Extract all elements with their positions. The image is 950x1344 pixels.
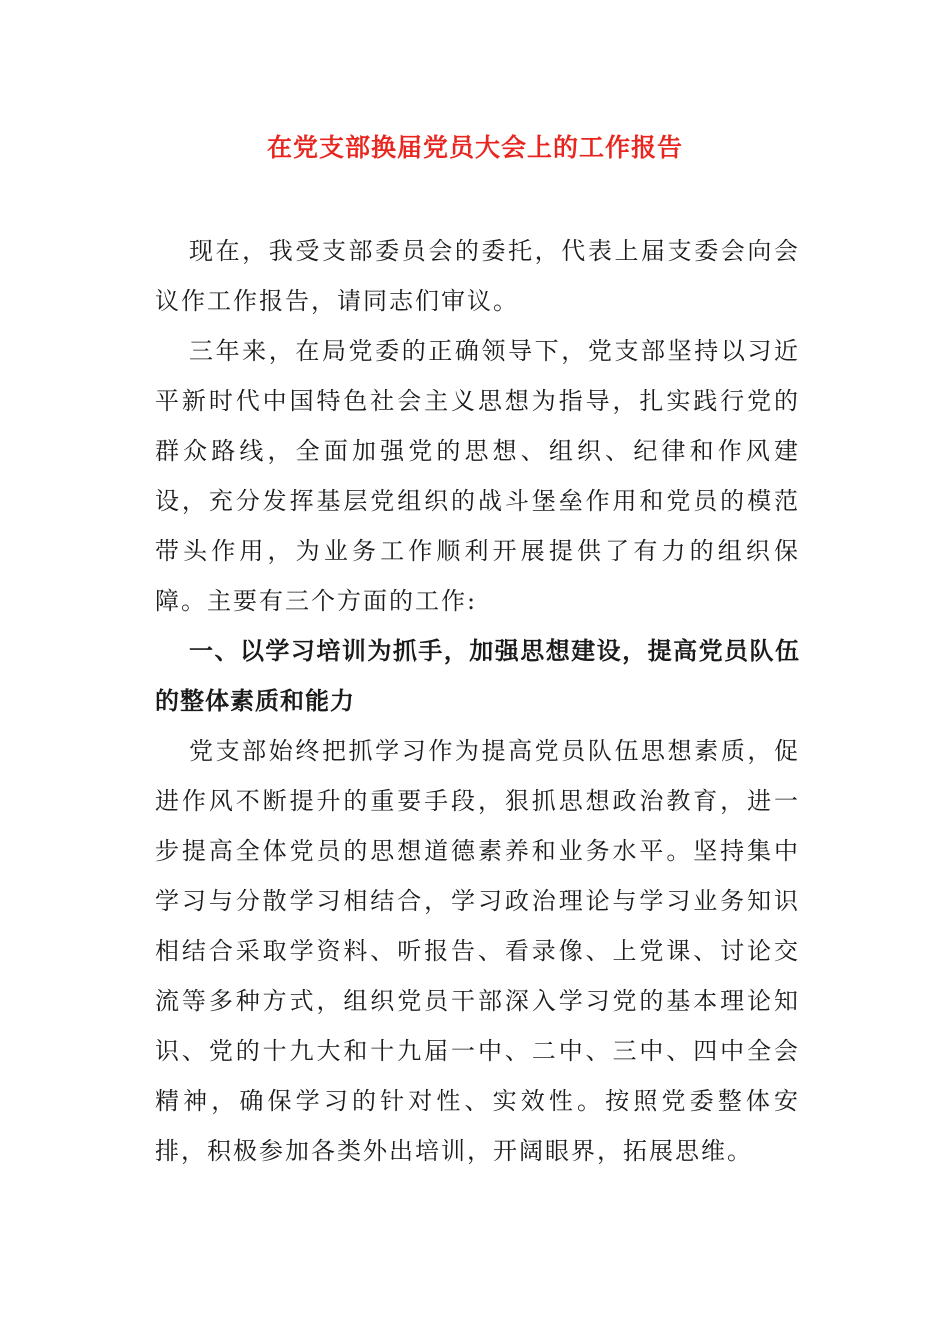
- section-heading-1: 一、以学习培训为抓手，加强思想建设，提高党员队伍的整体素质和能力: [155, 636, 800, 715]
- document-title: 在党支部换届党员大会上的工作报告: [266, 133, 683, 162]
- paragraph-section-1: 党支部始终把抓学习作为提高党员队伍思想素质，促进作风不断提升的重要手段，狠抓思想政治教育，进一步提高全体党员的思想道德素养和业务水平。坚持集中学习与分散学习相结合，学习政治理论与学习业务知识相结合采取学资料、听报告、看录像、上党课、讨论交流等多种方式，组织党员干部深入学习党的基本理论知识、党的十九大和十九届一中、二中、三中、四中全会精神，确保学习的针对性、实效性。按照党委整体安排，积极参加各类外出培训，开阔眼界，拓展思维。: [155, 737, 800, 1165]
- document-body: [155, 226, 800, 1176]
- paragraph-overview: 三年来，在局党委的正确领导下，党支部坚持以习近平新时代中国特色社会主义思想为指导，扎实践行党的群众路线，全面加强党的思想、组织、纪律和作风建设，充分发挥基层党组织的战斗堡垒作用和党员的模范带头作用，为业务工作顺利开展提供了有力的组织保障。主要有三个方面的工作:: [155, 337, 800, 615]
- paragraph-intro: 现在，我受支部委员会的委托，代表上届支委会向会议作工作报告，请同志们审议。: [155, 237, 800, 315]
